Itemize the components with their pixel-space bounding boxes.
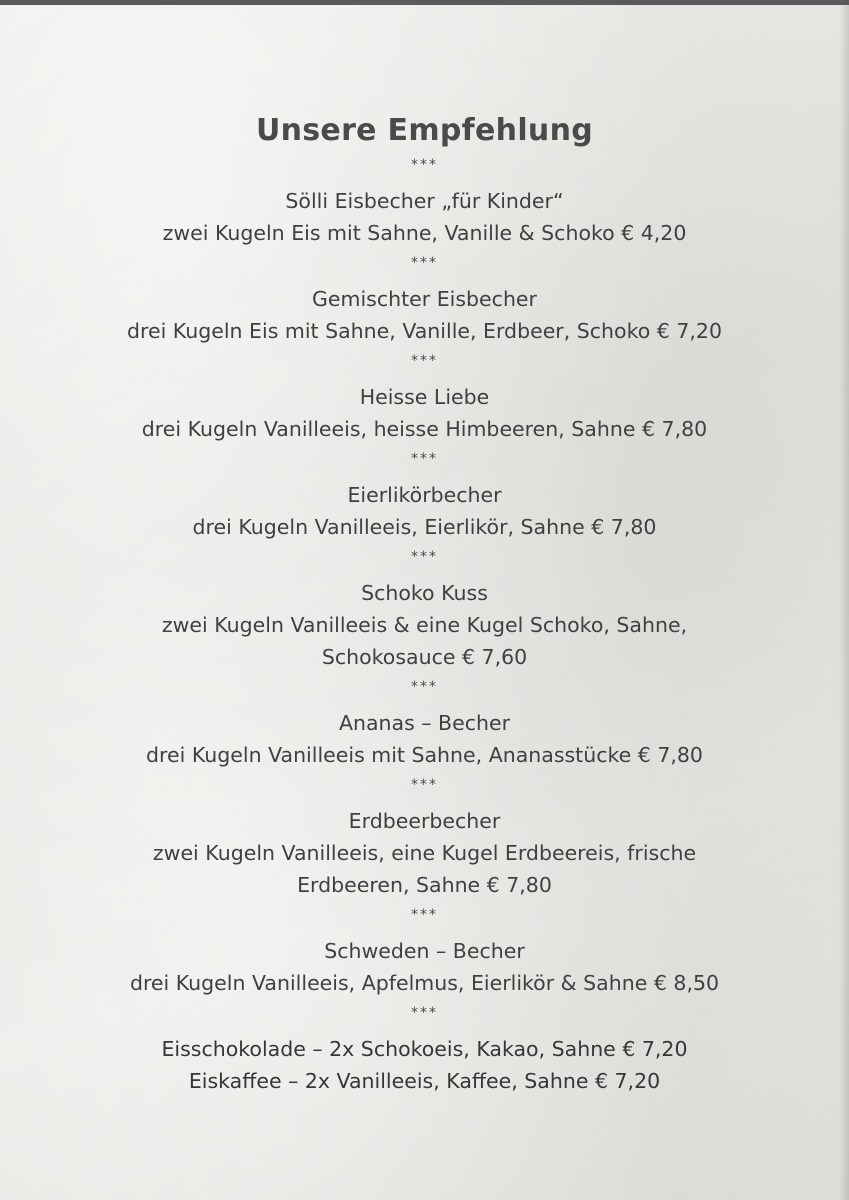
menu-item: [0, 805, 849, 901]
separator: ***: [411, 1005, 438, 1021]
final-items: [0, 1033, 849, 1097]
item-name: Heisse Liebe: [359, 385, 490, 409]
menu-content: [0, 105, 849, 1097]
separator: ***: [411, 777, 438, 793]
menu-item: [0, 479, 849, 543]
item-name: Schoko Kuss: [361, 581, 488, 605]
menu-item: [0, 381, 849, 445]
separator: ***: [411, 451, 438, 467]
item-name: Sölli Eisbecher „für Kinder“: [285, 189, 564, 213]
item-description: drei Kugeln Eis mit Sahne, Vanille, Erdbeer, Schoko € 7,20: [126, 319, 722, 343]
item-name: Gemischter Eisbecher: [312, 287, 537, 311]
item-description: drei Kugeln Vanilleeis, heisse Himbeeren, Sahne € 7,80: [141, 417, 708, 441]
separator: ***: [411, 907, 438, 923]
separator: ***: [411, 353, 438, 369]
item-description: zwei Kugeln Vanilleeis, eine Kugel Erdbeereis, frische Erdbeeren, Sahne € 7,80: [152, 841, 697, 897]
separator: ***: [411, 157, 438, 173]
menu-item: [0, 577, 849, 673]
menu-item: [0, 185, 849, 249]
separator: ***: [411, 255, 438, 271]
item-description: drei Kugeln Vanilleeis, Eierlikör, Sahne € 7,80: [192, 515, 657, 539]
item-description: zwei Kugeln Vanilleeis & eine Kugel Schoko, Sahne, Schokosauce € 7,60: [161, 613, 688, 669]
item-description: zwei Kugeln Eis mit Sahne, Vanille & Schoko € 4,20: [162, 221, 687, 245]
menu-item: [0, 935, 849, 999]
item-name: Eierlikörbecher: [347, 483, 502, 507]
separator: ***: [411, 549, 438, 565]
final-item-line: Eiskaffee – 2x Vanilleeis, Kaffee, Sahne € 7,20: [188, 1069, 661, 1093]
item-description: drei Kugeln Vanilleeis, Apfelmus, Eierlikör & Sahne € 8,50: [129, 971, 720, 995]
item-description: drei Kugeln Vanilleeis mit Sahne, Ananasstücke € 7,80: [146, 743, 703, 767]
menu-title: Unsere Empfehlung: [255, 113, 594, 148]
final-item-line: Eisschokolade – 2x Schokoeis, Kakao, Sahne € 7,20: [161, 1037, 688, 1061]
item-name: Ananas – Becher: [338, 711, 511, 735]
menu-item: [0, 707, 849, 771]
separator: ***: [411, 679, 438, 695]
item-name: Schweden – Becher: [324, 939, 525, 963]
item-name: Erdbeerbecher: [348, 809, 501, 833]
menu-item: [0, 283, 849, 347]
